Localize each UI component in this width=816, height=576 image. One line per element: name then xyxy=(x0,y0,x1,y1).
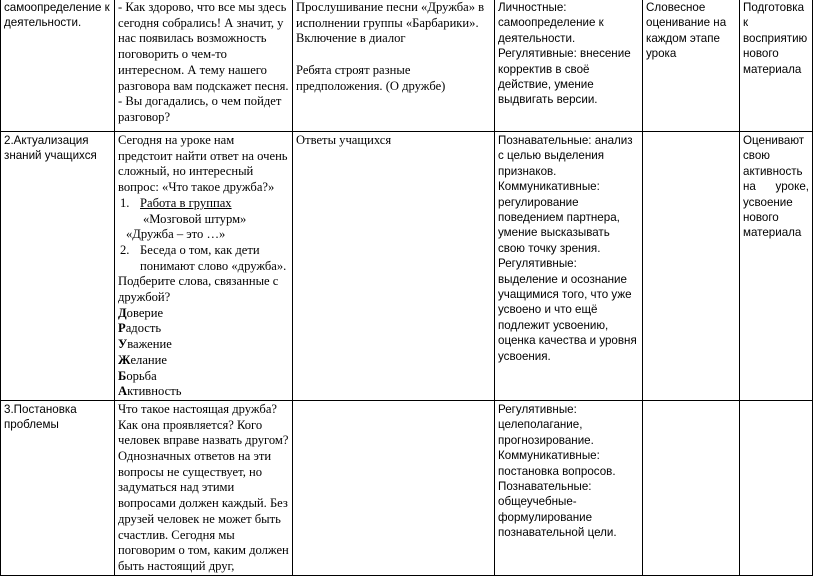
teacher-activity-cell xyxy=(115,0,293,132)
stage-text: 2.Актуализация знаний учащихся xyxy=(4,134,97,163)
table-row xyxy=(1,132,813,401)
list-number: 1. xyxy=(120,195,130,210)
acrostic-rest: орьба xyxy=(126,368,157,383)
acrostic-line xyxy=(118,306,289,322)
teacher-activity-cell xyxy=(115,132,293,401)
acrostic-rest: оверие xyxy=(126,305,164,320)
teacher-text: - Как здорово, что все мы здесь сегодня собрались! А значит, у нас появилась возможность поговорить о чем-то интересном. А тему нашего разговора вам подскажет песня. xyxy=(118,0,289,93)
teacher-text: Подберите слова, связанные с дружбой? xyxy=(118,274,279,305)
group-work-label: Работа в группах xyxy=(140,195,232,210)
acrostic-letter: Б xyxy=(118,368,127,383)
stage-text: 3.Постановка проблемы xyxy=(4,402,77,432)
assessment-cell xyxy=(643,132,740,401)
spacer xyxy=(296,47,491,63)
acrostic-line xyxy=(118,384,289,400)
acrostic-line xyxy=(118,369,289,385)
assessment-cell xyxy=(643,0,740,132)
student-text: Прослушивание песни «Дружба» в исполнении группы «Барбарики». xyxy=(296,0,485,30)
acrostic-line xyxy=(118,353,289,369)
acrostic-letter: А xyxy=(118,384,128,399)
student-text: Ребята строят разные предположения. (О дружбе) xyxy=(296,62,446,93)
teacher-task-list xyxy=(118,243,289,274)
uud-cell xyxy=(495,0,643,132)
list-item xyxy=(118,243,289,274)
uud-cell xyxy=(495,132,643,401)
assessment-text: Словесное оценивание на каждом этапе урока xyxy=(646,1,727,61)
result-text: Оценивают свою активность на уроке, усвоение нового материала xyxy=(743,134,809,240)
student-activity-cell xyxy=(293,132,495,401)
result-cell xyxy=(740,132,813,401)
teacher-text: «Мозговой штурм» xyxy=(143,211,247,226)
result-cell xyxy=(740,400,813,575)
result-cell xyxy=(740,0,813,132)
acrostic-letter: Ж xyxy=(118,352,131,367)
list-number: 2. xyxy=(120,242,130,257)
acrostic-line xyxy=(118,321,289,337)
list-item xyxy=(118,196,289,212)
stage-cell xyxy=(1,400,115,575)
teacher-text: - Вы догадались, о чем пойдет разговор? xyxy=(118,94,282,124)
uud-text: Регулятивные: целеполагание, прогнозирование. Коммуникативные: постановка вопросов. Познавательные: общеучебные- формулирование познавательной цели. xyxy=(498,402,617,540)
student-activity-cell xyxy=(293,0,495,132)
acrostic-rest: адость xyxy=(125,321,162,336)
stage-cell xyxy=(1,132,115,401)
acrostic-rest: важение xyxy=(127,337,172,352)
acrostic-line xyxy=(118,337,289,353)
teacher-text: Сегодня на уроке нам предстоит найти ответ на очень сложный, но интересный вопрос: «Что такое дружба?» xyxy=(118,133,288,195)
uud-cell xyxy=(495,400,643,575)
acrostic-letter: Р xyxy=(118,321,126,336)
stage-text: самоопределение к деятельности. xyxy=(4,1,110,30)
table-row xyxy=(1,0,813,132)
teacher-text: «Дружба – это …» xyxy=(126,227,226,242)
student-text: Включение в диалог xyxy=(296,31,406,46)
teacher-task-list xyxy=(118,196,289,212)
stage-cell xyxy=(1,0,115,132)
table-row xyxy=(1,400,813,575)
teacher-text: Что такое настоящая дружба? Как она проявляется? Кого человек вправе назвать другом? Однозначных ответов на эти вопросы не существует, но задуматься над этими вопросами должен каждый. Без друзей человек не может быть счастлив. Сегодня мы поговорим о том, каким должен быть настоящий друг, xyxy=(118,401,289,573)
assessment-cell xyxy=(643,400,740,575)
teacher-activity-cell xyxy=(115,400,293,575)
student-text: Ответы учащихся xyxy=(296,133,392,147)
result-text: Подготовка к восприятию нового материала xyxy=(743,1,808,76)
teacher-text: Беседа о том, как дети понимают слово «дружба». xyxy=(140,242,287,273)
uud-text: Познавательные: анализ с целью выделения признаков. Коммуникативные: регулирование поведением партнера, умение высказывать свою точку зрения. Регулятивные: выделение и осознание учащимися того, что уже усвоено и что ещё подлежит усвоению, оценка качества и уровня усвоения. xyxy=(498,134,637,363)
acrostic-letter: Д xyxy=(118,305,127,320)
student-activity-cell xyxy=(293,400,495,575)
acrostic-letter: У xyxy=(118,337,128,352)
acrostic-rest: ктивность xyxy=(127,384,182,399)
uud-text: Личностные: самоопределение к деятельности. Регулятивные: внесение корректив в своё действие, умение выдвигать версии. xyxy=(498,1,631,107)
acrostic-rest: елание xyxy=(130,352,167,367)
